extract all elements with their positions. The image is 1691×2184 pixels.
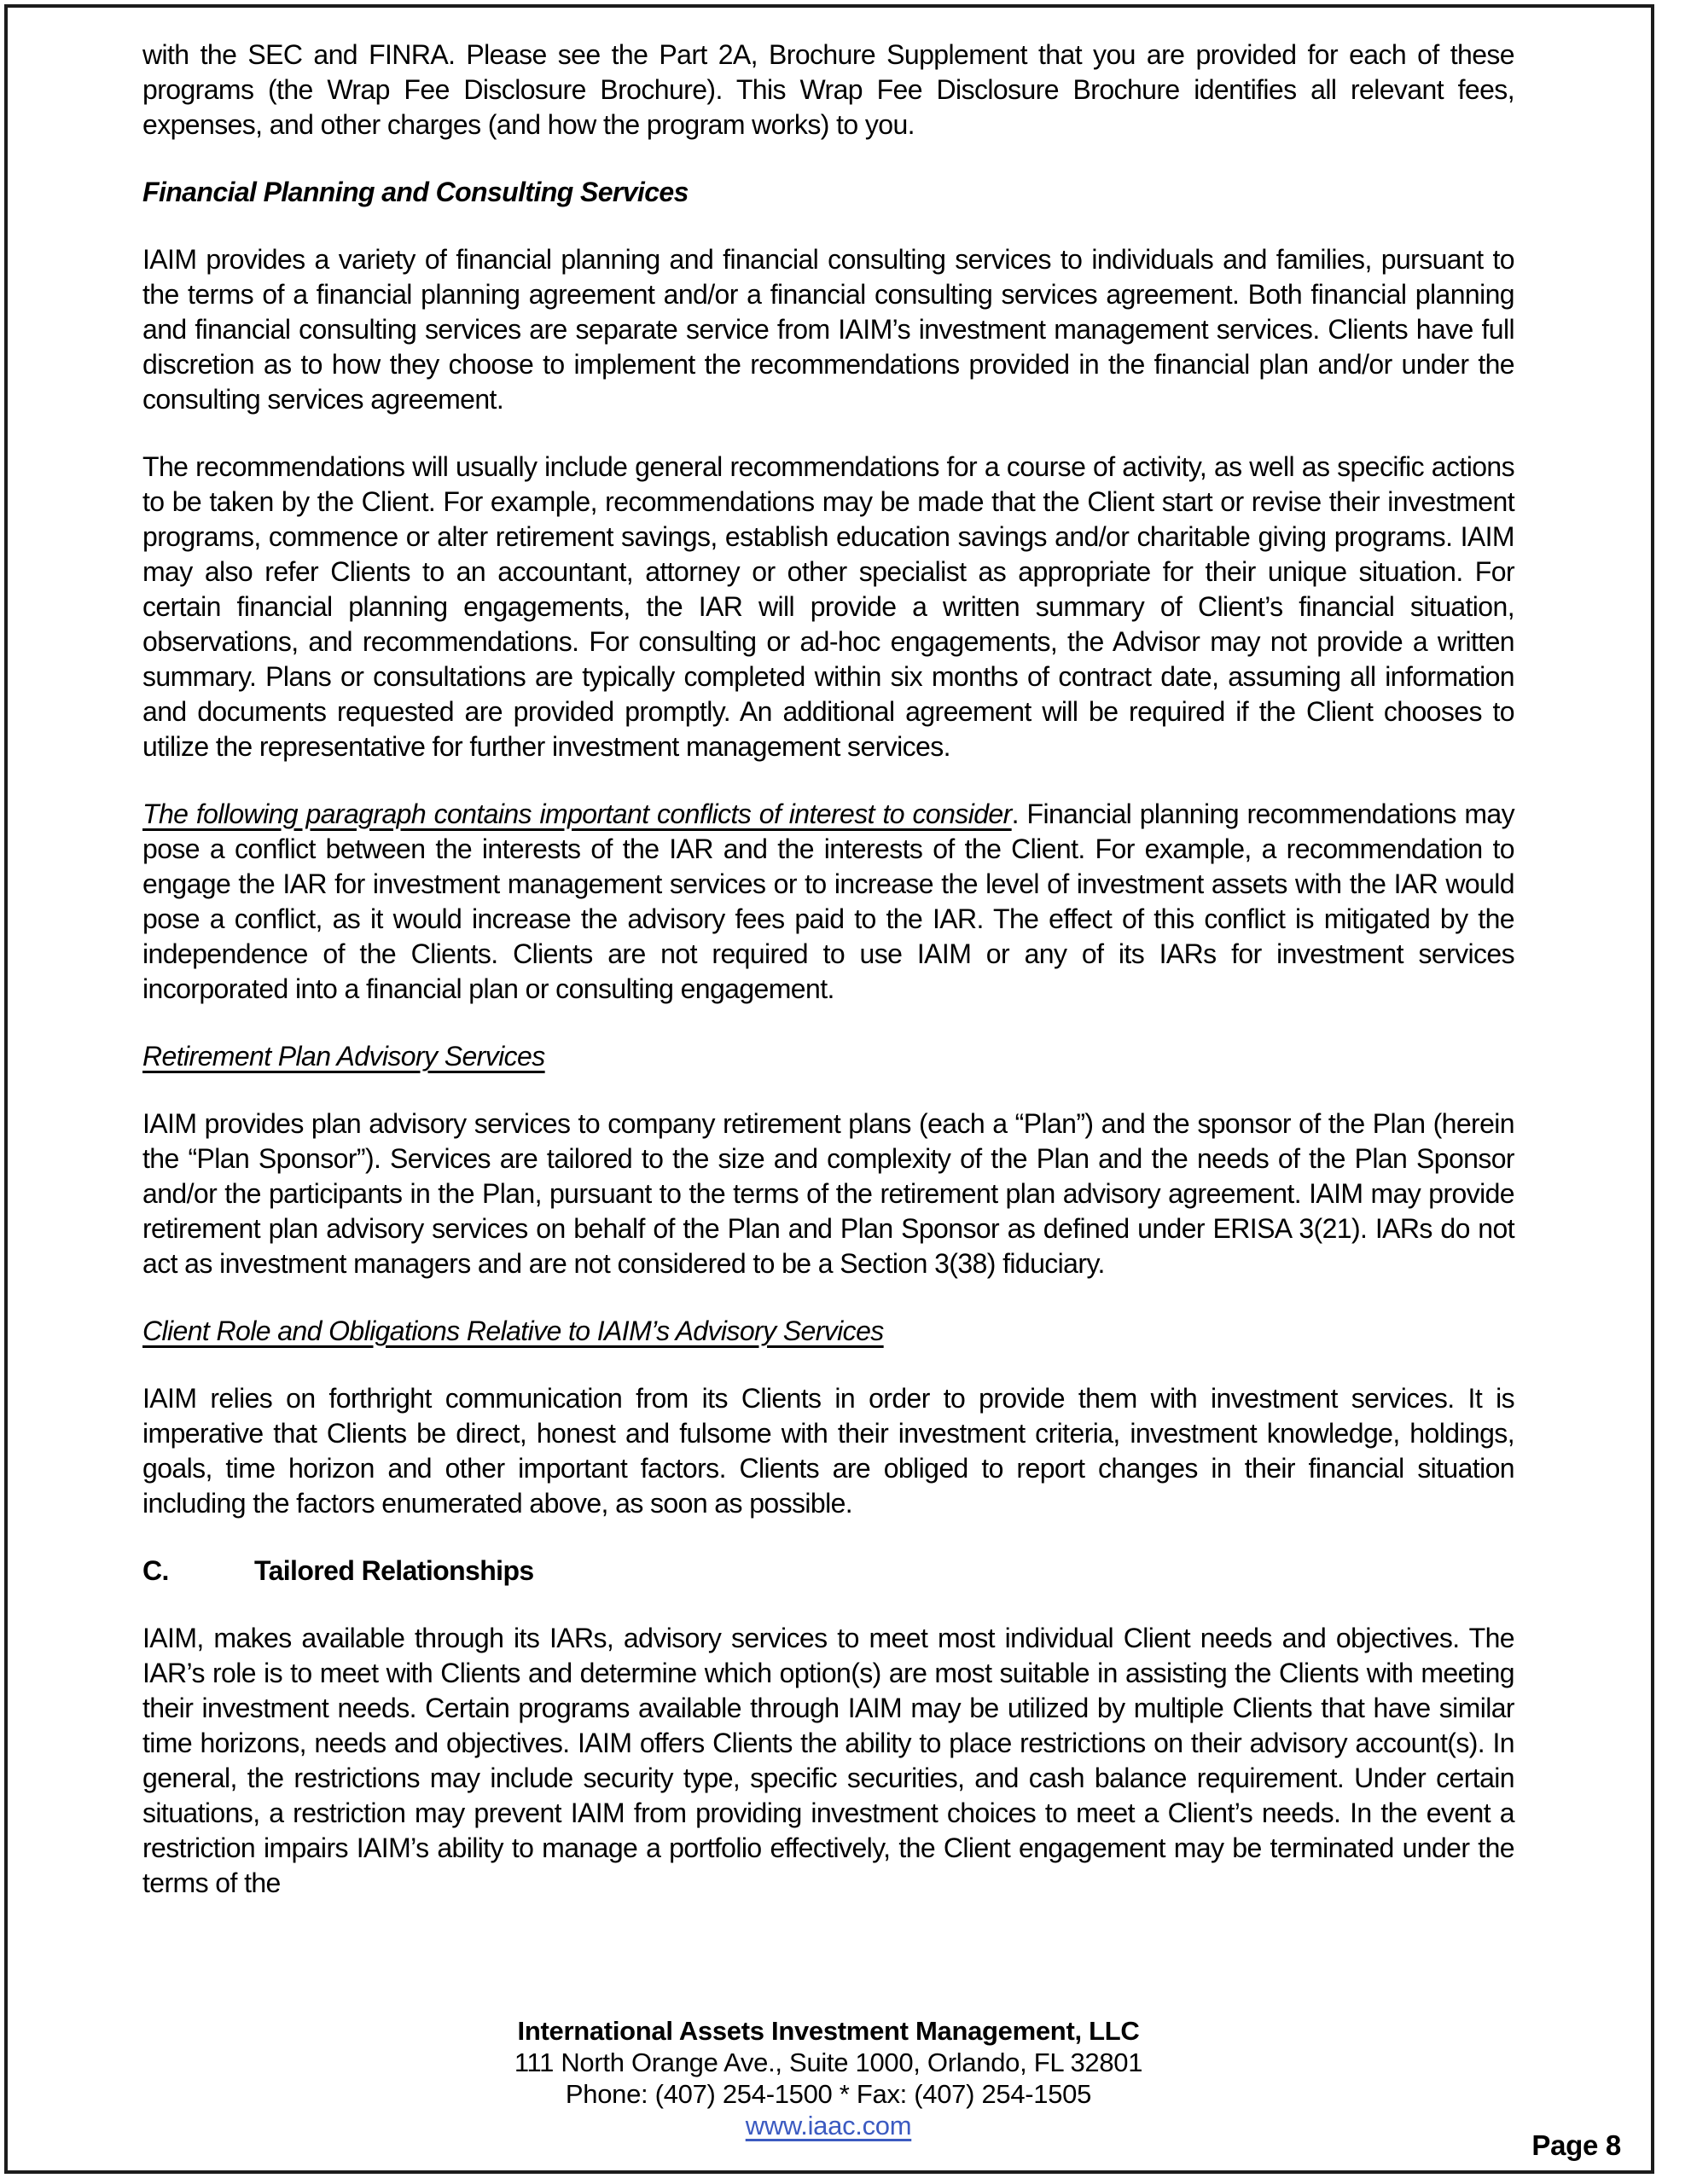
heading-client-role-obligations: Client Role and Obligations Relative to IAIM’s Advisory Services: [142, 1316, 884, 1346]
heading-retirement-plan-advisory: Retirement Plan Advisory Services: [142, 1041, 545, 1072]
website-link[interactable]: www.iaac.com: [745, 2111, 912, 2140]
paragraph-planning-services: IAIM provides a variety of financial planning and financial consulting services to individuals and families, pursuant to the terms of a financial planning agreement and/or a financial consulting services agreement. Both financial planning and financial consulting services are separate service from IAIM’s investment management services. Clients have full discretion as to how they choose to implement the recommendations provided in the financial plan and/or under the consulting services agreement.: [142, 244, 1514, 415]
heading-financial-planning-consulting: Financial Planning and Consulting Services: [142, 177, 689, 207]
paragraph-recommendations: The recommendations will usually include general recommendations for a course of activity, as well as specific actions to be taken by the Client. For example, recommendations may be made that the Client start or revise their investment programs, commence or alter retirement savings, establish education savings and/or charitable giving programs. IAIM may also refer Clients to an accountant, attorney or other specialist as appropriate for their unique situation. For certain financial planning engagements, the IAR will provide a written summary of Client’s financial situation, observations, and recommendations. For consulting or ad-hoc engagements, the Advisor may not provide a written summary. Plans or consultations are typically completed within six months of contract date, assuming all information and documents requested are provided promptly. An additional agreement will be required if the Client chooses to utilize the representative for further investment management services.: [142, 451, 1514, 762]
paragraph-client-role: IAIM relies on forthright communication from its Clients in order to provide them with investment services. It is imperative that Clients be direct, honest and fulsome with their investment criteria, investment knowledge, holdings, goals, time horizon and other important factors. Clients are obliged to report changes in their financial situation including the factors enumerated above, as soon as possible.: [142, 1383, 1514, 1519]
heading-section-title: Tailored Relationships: [254, 1555, 534, 1586]
footer-phone-fax: Phone: (407) 254-1500 * Fax: (407) 254-1505: [565, 2079, 1092, 2109]
heading-section-letter: C.: [142, 1555, 169, 1586]
paragraph-retirement-plan: IAIM provides plan advisory services to company retirement plans (each a “Plan”) and the sponsor of the Plan (herein the “Plan Sponsor”). Services are tailored to the size and complexity of the Plan and the needs of the Plan Sponsor and/or the participants in the Plan, pursuant to the terms of the retirement plan advisory agreement. IAIM may provide retirement plan advisory services on behalf of the Plan and Plan Sponsor as defined under ERISA 3(21). IARs do not act as investment managers and are not considered to be a Section 3(38) fiduciary.: [142, 1108, 1514, 1279]
conflicts-body-text: . Financial planning recommendations may pose a conflict between the interests of the IAR and the interests of the Client. For example, a recommendation to engage the IAR for investment management services or to increase the level of investment assets with the IAR would pose a conflict, as it would increase the advisory fees paid to the IAR. The effect of this conflict is mitigated by the independence of the Clients. Clients are not required to use IAIM or any of its IARs for investment services incorporated into a financial plan or consulting engagement.: [142, 799, 1514, 1004]
footer-company-name: International Assets Investment Management, LLC: [517, 2016, 1140, 2046]
paragraph-tailored-relationships: IAIM, makes available through its IARs, advisory services to meet most individual Client needs and objectives. The IAR’s role is to meet with Clients and determine which option(s) are most suitable in assisting the Clients with meeting their investment needs. Certain programs available through IAIM may be utilized by multiple Clients that have similar time horizons, needs and objectives. IAIM offers Clients the ability to place restrictions on their advisory account(s). In general, the restrictions may include security type, specific securities, and cash balance requirement. Under certain situations, a restriction may prevent IAIM from providing investment choices to meet a Client’s needs. In the event a restriction impairs IAIM’s ability to manage a portfolio effectively, the Client engagement may be terminated under the terms of the: [142, 1623, 1514, 1898]
page-number: Page 8: [1531, 2129, 1621, 2161]
conflicts-lead-sentence: The following paragraph contains important conflicts of interest to consider: [142, 799, 1012, 829]
document-content: [142, 38, 1514, 1901]
paragraph-conflicts-of-interest: [142, 797, 1514, 1007]
footer-address: 111 North Orange Ave., Suite 1000, Orlando, FL 32801: [514, 2048, 1143, 2077]
paragraph-wrap-fee-disclosure: with the SEC and FINRA. Please see the Part 2A, Brochure Supplement that you are provided for each of these programs (the Wrap Fee Disclosure Brochure). This Wrap Fee Disclosure Brochure identifies all relevant fees, expenses, and other charges (and how the program works) to you.: [142, 39, 1514, 140]
page-footer: [142, 2015, 1514, 2141]
heading-tailored-relationships: [142, 1554, 1514, 1589]
